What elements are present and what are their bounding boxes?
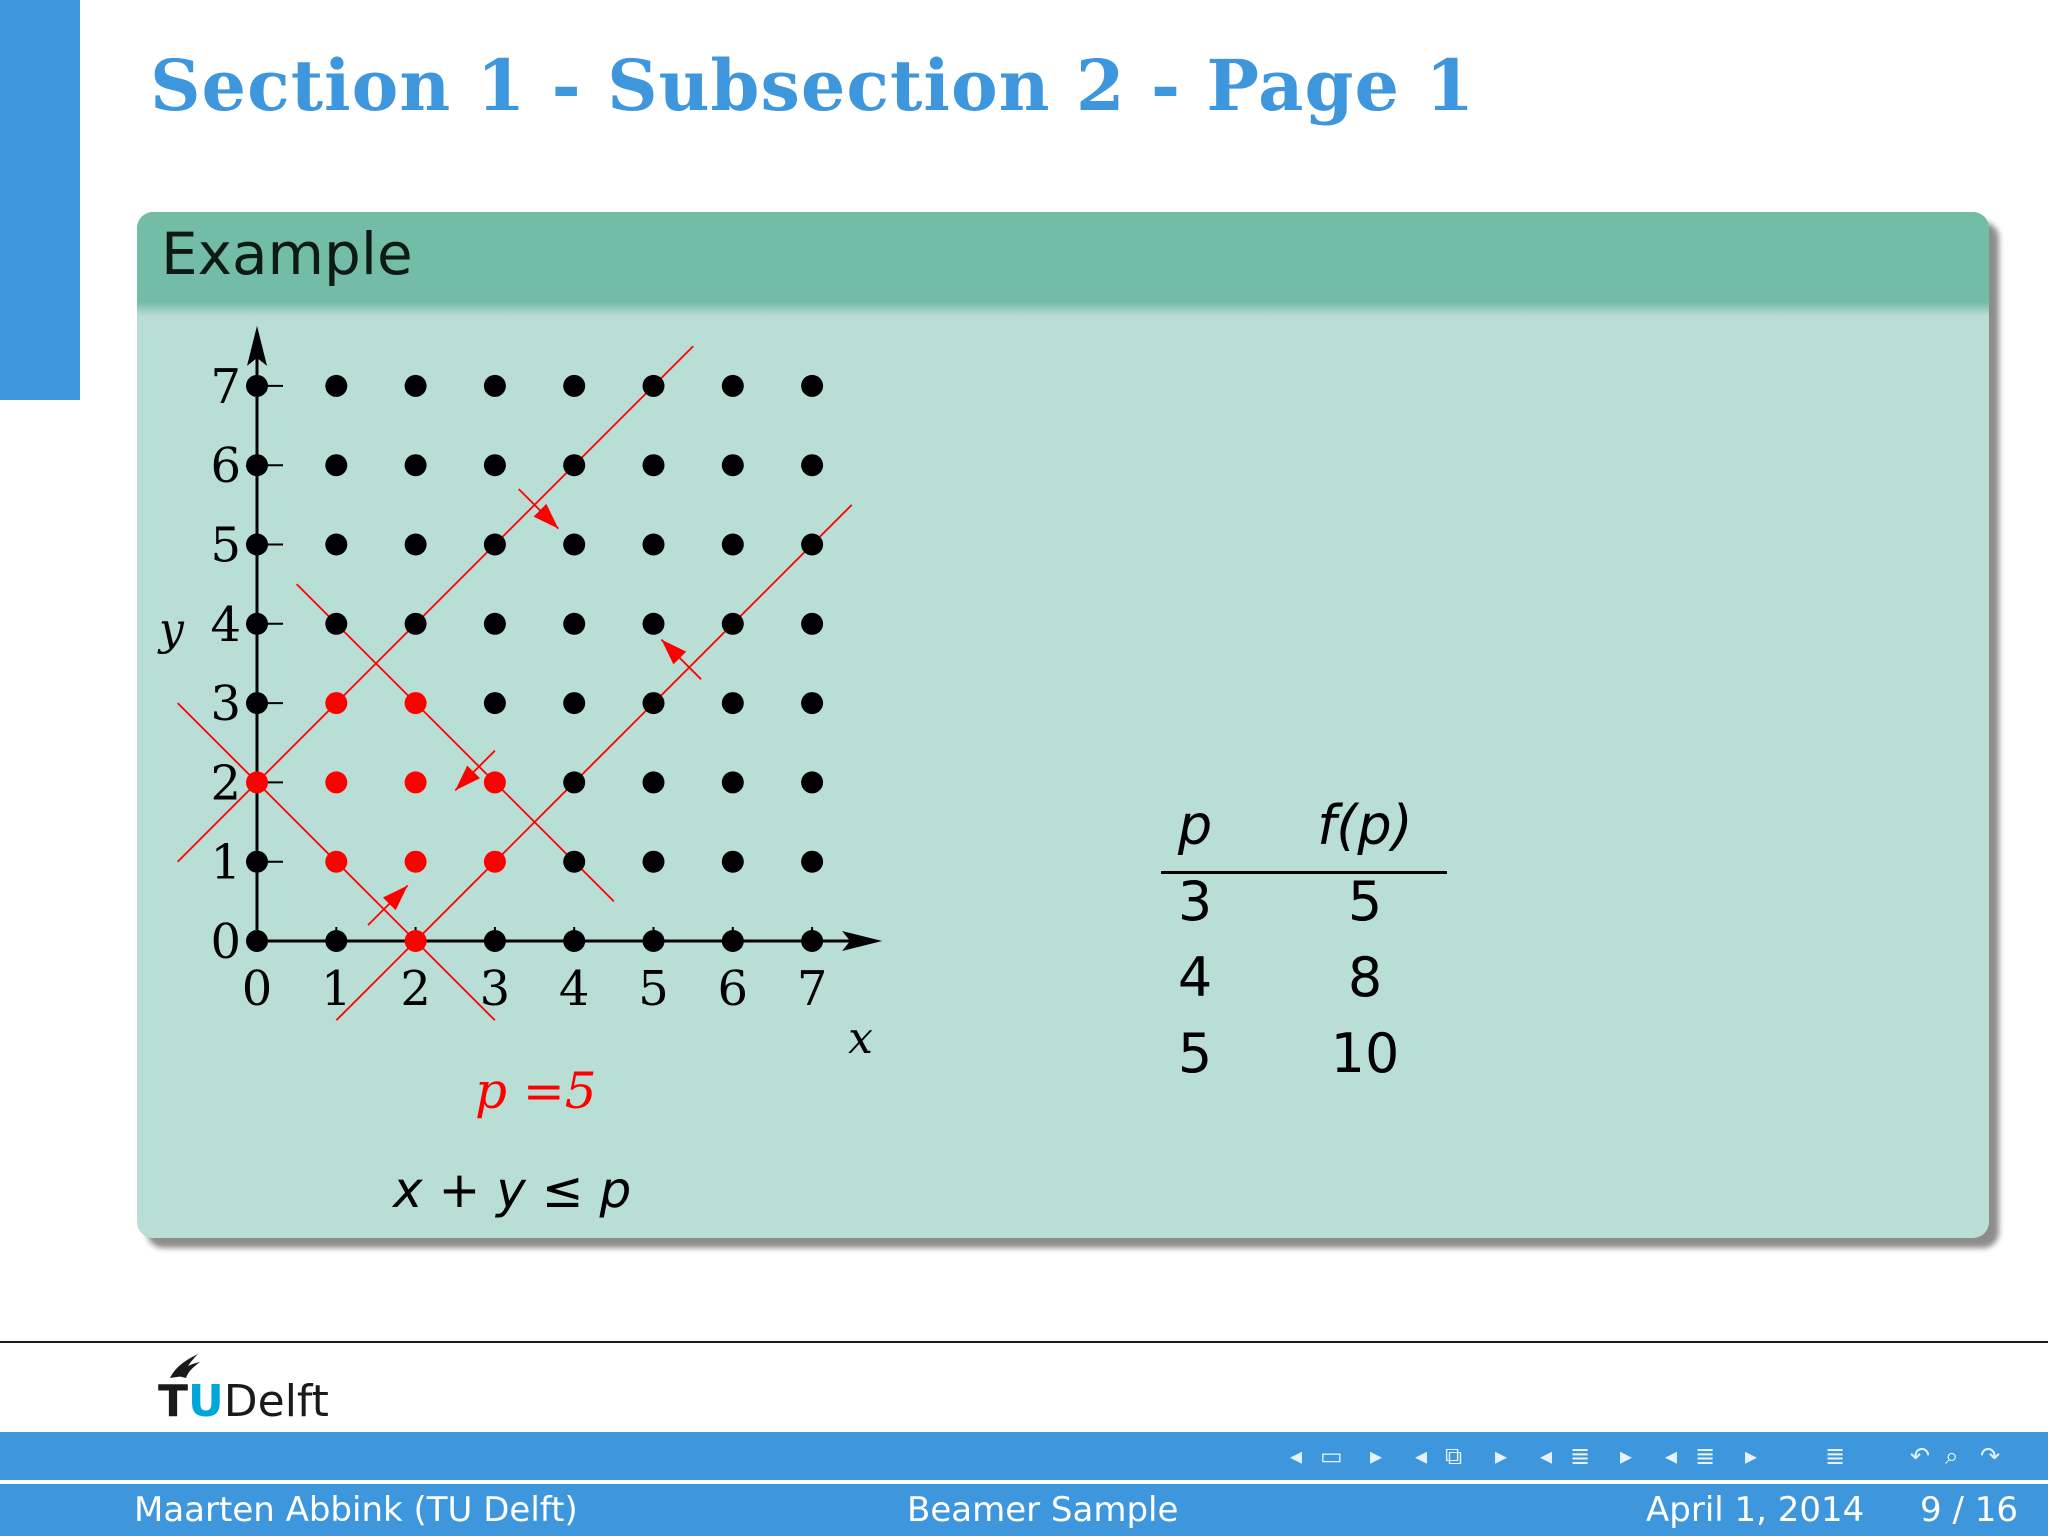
arrow-right-icon[interactable]: ▸ [1370, 1442, 1383, 1470]
lattice-point [325, 375, 347, 397]
lattice-point [801, 771, 823, 793]
document-icon[interactable]: ≣ [1695, 1442, 1716, 1470]
lattice-plot [137, 212, 1989, 1238]
navigation-bar [0, 1432, 2048, 1480]
arrow-right-icon[interactable]: ▸ [1620, 1442, 1633, 1470]
feasible-point [484, 771, 506, 793]
lattice-point [246, 692, 268, 714]
inequality-caption: x + y ≤ p [393, 1161, 632, 1219]
lattice-point [643, 851, 665, 873]
lattice-point [325, 534, 347, 556]
y-axis-label: y [159, 603, 184, 655]
table-cell: 10 [1330, 1022, 1400, 1085]
lattice-point [801, 930, 823, 952]
lattice-point [722, 375, 744, 397]
lattice-point [563, 613, 585, 635]
lattice-point [643, 375, 665, 397]
lattice-point [246, 534, 268, 556]
lattice-point [484, 534, 506, 556]
frame-icon[interactable]: ▭ [1320, 1442, 1343, 1470]
constraint-lines [178, 346, 852, 1020]
lattice-point [801, 375, 823, 397]
arrow-right-icon[interactable]: ▸ [1745, 1442, 1758, 1470]
feasible-point [246, 771, 268, 793]
x-tick-label: 6 [717, 961, 749, 1017]
lattice-point [563, 375, 585, 397]
constraint-line [297, 584, 614, 901]
lattice-point [801, 851, 823, 873]
lattice-point [801, 534, 823, 556]
side-accent-bar [0, 0, 80, 400]
feasible-point [405, 692, 427, 714]
x-tick-label: 0 [241, 961, 273, 1017]
lattice-point [722, 851, 744, 873]
lattice-point [246, 613, 268, 635]
table-cell: 4 [1177, 946, 1213, 1009]
subsection-icon[interactable]: ⧉ [1445, 1442, 1463, 1470]
lattice-point [484, 613, 506, 635]
x-tick-label: 5 [638, 961, 669, 1017]
arrow-left-icon[interactable]: ◂ [1415, 1442, 1428, 1470]
feasible-point [405, 771, 427, 793]
footer-page-number: 9 / 16 [1920, 1490, 2018, 1530]
lattice-point [325, 930, 347, 952]
lattice-point [484, 692, 506, 714]
lattice-point [563, 771, 585, 793]
x-axis-label: x [848, 1013, 873, 1064]
lattice-point [405, 613, 427, 635]
lattice-point [484, 930, 506, 952]
lattice-point [484, 375, 506, 397]
y-tick-label: 6 [210, 438, 241, 495]
y-tick-label: 3 [210, 676, 241, 733]
feasible-point [484, 851, 506, 873]
tu-delft-logo [158, 1352, 338, 1432]
block-title: Example [161, 220, 413, 288]
lattice-point [563, 534, 585, 556]
lattice-point [563, 454, 585, 476]
y-tick-label: 5 [210, 517, 241, 574]
redo-icon[interactable]: ↷ [1980, 1442, 2001, 1470]
lattice-point [643, 613, 665, 635]
lattice-point [643, 534, 665, 556]
frame-title: Section 1 - Subsection 2 - Page 1 [150, 44, 1476, 127]
feasible-point [325, 851, 347, 873]
arrow-left-icon[interactable]: ◂ [1290, 1442, 1303, 1470]
feasible-point [325, 771, 347, 793]
lattice-point [563, 692, 585, 714]
lattice-points [246, 375, 823, 952]
lattice-point [643, 930, 665, 952]
example-block [137, 212, 1989, 1238]
x-tick-label: 7 [796, 961, 828, 1017]
lattice-point [484, 454, 506, 476]
y-tick-label: 2 [210, 755, 241, 812]
lattice-point [405, 454, 427, 476]
lattice-point [801, 454, 823, 476]
footer-date: April 1, 2014 [1646, 1490, 1865, 1530]
table-cell: 3 [1177, 870, 1213, 933]
x-tick-label: 1 [321, 961, 352, 1017]
table-header-fp: f(p) [1317, 794, 1413, 857]
feasible-point [325, 692, 347, 714]
lattice-point [563, 851, 585, 873]
table-cell: 8 [1347, 946, 1383, 1009]
footer-title: Beamer Sample [907, 1490, 1179, 1530]
search-icon[interactable]: ⌕ [1945, 1442, 1959, 1470]
lattice-point [246, 851, 268, 873]
x-tick-label: 4 [558, 961, 590, 1017]
y-tick-label: 1 [210, 834, 241, 891]
y-tick-label: 0 [210, 914, 241, 970]
feasible-point [405, 851, 427, 873]
lattice-point [643, 454, 665, 476]
lattice-point [722, 454, 744, 476]
y-tick-label: 7 [210, 358, 241, 415]
footer-rule [0, 1341, 2048, 1343]
y-tick-label: 4 [210, 596, 241, 653]
section-icon[interactable]: ≣ [1570, 1442, 1591, 1470]
p-annotation: p =5 [475, 1062, 597, 1120]
lattice-point [325, 613, 347, 635]
lattice-point [722, 771, 744, 793]
logo-wordmark: TUDelft [158, 1376, 329, 1427]
lattice-point [722, 534, 744, 556]
appendix-icon[interactable]: ≣ [1825, 1442, 1846, 1470]
lattice-point [325, 454, 347, 476]
table-header-p: p [1177, 794, 1213, 857]
lattice-point [722, 613, 744, 635]
lattice-point [246, 454, 268, 476]
footer-author: Maarten Abbink (TU Delft) [134, 1490, 578, 1530]
lattice-point [722, 930, 744, 952]
lattice-point [246, 930, 268, 952]
lattice-point [563, 930, 585, 952]
arrow-left-icon[interactable]: ◂ [1665, 1442, 1678, 1470]
x-tick-label: 3 [479, 961, 511, 1017]
feasible-point [405, 930, 427, 952]
undo-icon[interactable]: ↶ [1910, 1442, 1931, 1470]
lattice-point [405, 375, 427, 397]
table-cell: 5 [1177, 1022, 1213, 1085]
lattice-point [801, 613, 823, 635]
lattice-point [405, 534, 427, 556]
lattice-point [722, 692, 744, 714]
lattice-point [643, 771, 665, 793]
lattice-point [246, 375, 268, 397]
lattice-point [801, 692, 823, 714]
arrow-right-icon[interactable]: ▸ [1495, 1442, 1508, 1470]
lattice-point [643, 692, 665, 714]
table-cell: 5 [1347, 870, 1383, 933]
arrow-left-icon[interactable]: ◂ [1540, 1442, 1553, 1470]
x-tick-label: 2 [400, 961, 431, 1017]
